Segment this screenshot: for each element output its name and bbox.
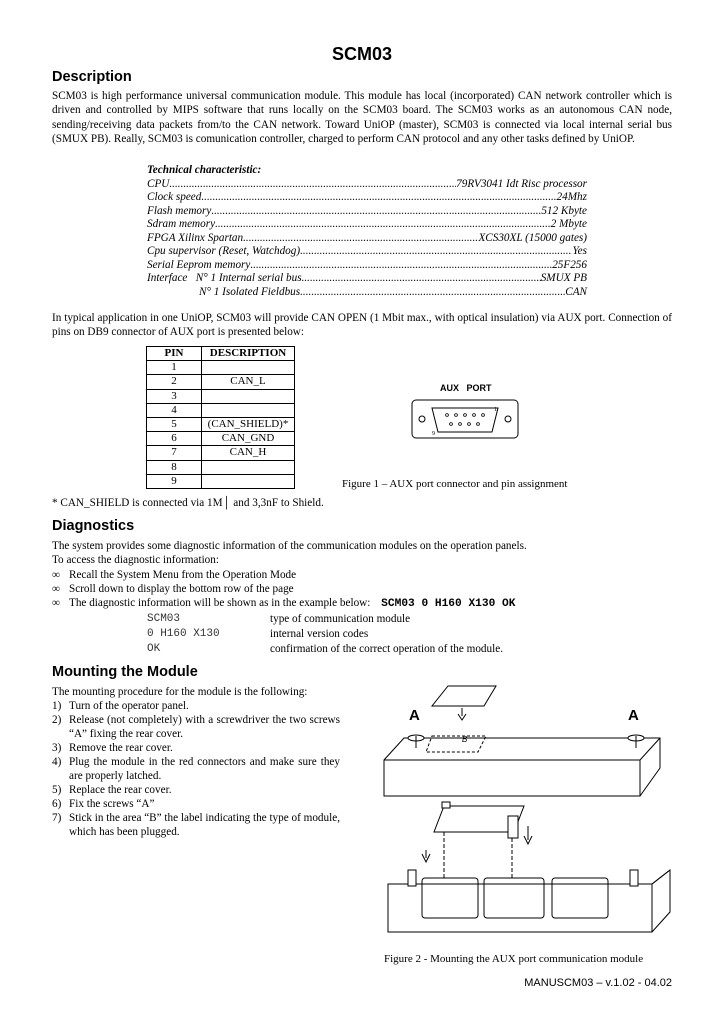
pin-number: 2 [147, 375, 202, 389]
step-text: Fix the screws “A” [69, 798, 155, 810]
pin-number: 7 [147, 446, 202, 460]
pin-number: 9 [147, 474, 202, 488]
diagnostic-desc: internal version codes [270, 628, 369, 640]
mounting-intro: The mounting procedure for the module is the following: [52, 686, 308, 698]
diagnostic-code: 0 H160 X130 [147, 628, 220, 640]
tech-value: 25F256 [552, 258, 587, 271]
step-number: 7) [52, 812, 62, 824]
shield-note: * CAN_SHIELD is connected via 1M│ and 3,3nF to Shield. [52, 497, 324, 509]
screw-label-a: A [628, 707, 639, 724]
tech-row [147, 286, 587, 300]
pin-number: 3 [147, 389, 202, 403]
tech-row [147, 259, 587, 273]
leader-dots [302, 272, 541, 286]
step-text: Remove the rear cover. [69, 742, 173, 754]
mounting-step [52, 755, 340, 783]
step-number: 6) [52, 798, 62, 810]
aux-port-diagram [406, 380, 526, 444]
table-row [147, 375, 295, 389]
tech-label: Sdram memory [147, 218, 216, 230]
bullet-icon: ∞ [52, 597, 60, 609]
tech-value: 512 Kbyte [541, 204, 587, 217]
tech-label: N° 1 Isolated Fieldbus [199, 285, 301, 298]
tech-row [147, 272, 587, 286]
pin-number: 1 [147, 361, 202, 375]
leader-dots [250, 259, 552, 273]
step-text: Replace the rear cover. [69, 784, 172, 796]
tech-characteristics [147, 164, 587, 299]
diagnostic-code: SCM03 [147, 613, 181, 625]
tech-value: Yes [572, 245, 587, 257]
table-row [147, 446, 295, 460]
pin-number: 4 [147, 403, 202, 417]
bullet-icon: ∞ [52, 583, 60, 595]
leader-dots [211, 205, 541, 219]
bullet-text: Recall the System Menu from the Operation Mode [69, 569, 297, 581]
tech-label: Cpu supervisor (Reset, Watchdog) [147, 245, 301, 257]
diagnostic-desc: type of communication module [270, 613, 411, 625]
pin-description [202, 460, 295, 474]
step-number: 3) [52, 742, 62, 754]
table-row [147, 417, 295, 431]
step-text: Plug the module in the red connectors and make sure they are properly latched. [69, 756, 340, 782]
tech-row [147, 218, 587, 232]
description-heading: Description [52, 69, 132, 85]
pin-description [202, 403, 295, 417]
mounting-steps [52, 685, 340, 839]
table-row [147, 361, 295, 375]
pin-description: CAN_L [202, 375, 295, 389]
tech-value: CAN [565, 285, 587, 298]
pin-number: 6 [147, 432, 202, 446]
tech-label: Clock speed [147, 191, 202, 203]
tech-row [147, 191, 587, 205]
figure2-caption: Figure 2 - Mounting the AUX port communication module [384, 953, 644, 965]
tech-label: Flash memory [147, 204, 212, 217]
pin-description [202, 389, 295, 403]
bullet-icon: ∞ [52, 569, 60, 581]
tech-value: 2 Mbyte [550, 218, 587, 230]
tech-value: 79RV3041 Idt Risc processor [456, 177, 587, 190]
table-row [147, 432, 295, 446]
mounting-step [52, 783, 340, 797]
mounting-step [52, 713, 340, 741]
diagnostics-access: To access the diagnostic information: [52, 554, 219, 566]
table-row [147, 403, 295, 417]
diagnostic-entry [147, 612, 410, 626]
tech-value: SMUX PB [540, 272, 587, 284]
mounting-heading: Mounting the Module [52, 664, 198, 680]
tech-label: Serial Eeprom memory [147, 258, 251, 271]
leader-dots [201, 191, 556, 205]
aux-port-label: AUX PORT [440, 383, 492, 393]
diagnostics-intro: The system provides some diagnostic information of the communication modules on the operation panels. [52, 540, 527, 552]
footer-version: MANUSCM03 – v.1.02 - 04.02 [524, 977, 672, 989]
aux-port-paragraph: In typical application in one UniOP, SCM03 will provide CAN OPEN (1 Mbit max., with optical insulation) via AUX port. Connection of pins on DB9 connector of AUX port is presented below: [52, 312, 672, 339]
mounting-step [52, 797, 340, 811]
step-number: 2) [52, 714, 62, 726]
pin-header: PIN [147, 347, 202, 361]
tech-value: 24Mhz [556, 191, 587, 203]
tech-label: Interface N° 1 Internal serial bus [147, 272, 302, 284]
figure1-caption: Figure 1 – AUX port connector and pin assignment [342, 478, 568, 490]
leader-dots [243, 232, 478, 246]
bullet-item [52, 596, 515, 611]
mounting-step [52, 811, 340, 839]
pin-description: CAN_H [202, 446, 295, 460]
page-title: SCM03 [331, 44, 393, 64]
table-row [147, 389, 295, 403]
diagnostic-entry [147, 642, 503, 656]
pin-description: (CAN_SHIELD)* [202, 417, 295, 431]
step-number: 4) [52, 756, 62, 768]
bullet-text: Scroll down to display the bottom row of the page [69, 583, 294, 595]
diagnostics-heading: Diagnostics [52, 518, 135, 534]
tech-label: CPU [147, 177, 170, 190]
bullet-item [52, 582, 294, 596]
tech-row [147, 232, 587, 246]
diagnostic-desc: confirmation of the correct operation of the module. [270, 643, 503, 655]
mounting-step [52, 741, 340, 755]
step-text: Turn of the operator panel. [69, 700, 189, 712]
area-label-b: B [462, 735, 468, 744]
tech-row [147, 205, 587, 219]
leader-dots [300, 245, 572, 259]
diagnostic-example: SCM03 0 H160 X130 OK [381, 598, 516, 610]
description-header: DESCRIPTION [202, 347, 295, 361]
pin-description [202, 474, 295, 488]
tech-row [147, 178, 587, 192]
table-row [147, 474, 295, 488]
pin-description [202, 361, 295, 375]
db9-connector-icon [406, 380, 526, 444]
tech-value: XCS30XL (15000 gates) [478, 231, 587, 244]
pin-number: 5 [147, 417, 202, 431]
pin9-label: 9 [432, 431, 435, 437]
step-number: 5) [52, 784, 62, 796]
mounting-step [52, 699, 340, 713]
pin-description: CAN_GND [202, 432, 295, 446]
tech-title: Technical characteristic: [147, 164, 262, 176]
screw-label-a: A [409, 707, 420, 724]
description-paragraph: SCM03 is high performance universal communication module. This module has local (incorporated) CAN network controller which is driven and controlled by MIPS software that runs locally on the SCM03 board. The SCM03 works as an autonomous CAN node, sending/receiving data packets from/to the CAN network. Toward UniOP (master), SCM03 is connected via local internal serial bus (SMUX PB). Really, SCM03 is comunication controller, charged to perform CAN protocol and any other tasks defined by UniOP. [52, 90, 672, 146]
leader-dots [300, 286, 565, 300]
pin1-label: 1 [494, 407, 497, 413]
leader-dots [169, 178, 456, 192]
step-number: 1) [52, 700, 62, 712]
tech-row [147, 245, 587, 259]
pin-table [146, 346, 295, 489]
diagnostic-entry [147, 627, 368, 641]
pin-number: 8 [147, 460, 202, 474]
bullet-item [52, 568, 296, 582]
table-row [147, 460, 295, 474]
diagnostic-code: OK [147, 643, 161, 655]
bullet-text: The diagnostic information will be shown as in the example below: [69, 597, 371, 609]
step-text: Stick in the area “B” the label indicating the type of module, which has been plugged. [69, 812, 340, 838]
leader-dots [215, 218, 551, 232]
tech-label: FPGA Xilinx Spartan [147, 231, 244, 244]
step-text: Release (not completely) with a screwdriver the two screws “A” fixing the rear cover. [69, 714, 340, 740]
